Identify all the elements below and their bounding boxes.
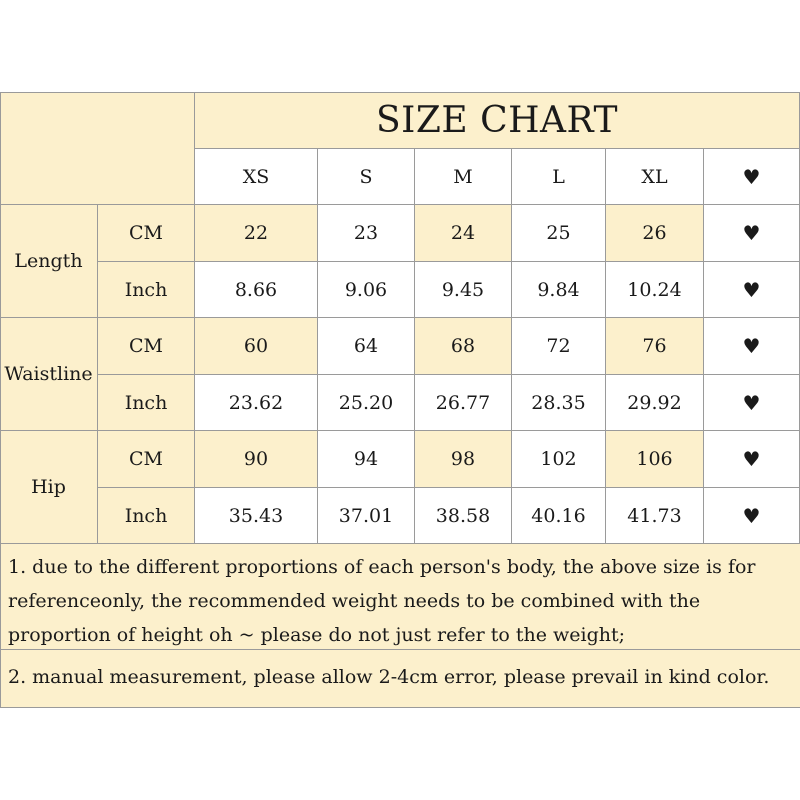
- value-cell: 106: [606, 431, 704, 488]
- note-1: 1. due to the different proportions of each person's body, the above size is for referenceonly, the recommended weight needs to be combined with the proportion of height oh ~ please do not just refer to the weight;: [0, 544, 800, 650]
- chart-title: SIZE CHART: [195, 92, 800, 149]
- note-2: 2. manual measurement, please allow 2-4cm error, please prevail in kind color.: [0, 650, 800, 708]
- unit-label-cm: CM: [98, 318, 195, 375]
- value-cell: 9.06: [318, 262, 415, 318]
- value-cell: 40.16: [512, 488, 606, 544]
- value-cell: 68: [415, 318, 512, 375]
- row-category-length: Length: [0, 205, 98, 318]
- value-cell: 41.73: [606, 488, 704, 544]
- value-cell: 24: [415, 205, 512, 262]
- value-cell: 25: [512, 205, 606, 262]
- row-category-hip: Hip: [0, 431, 98, 544]
- value-cell: 25.20: [318, 375, 415, 431]
- value-cell: 98: [415, 431, 512, 488]
- heart-icon: ♥: [704, 375, 800, 431]
- value-cell: 35.43: [195, 488, 318, 544]
- unit-label-inch: Inch: [98, 488, 195, 544]
- value-cell: 26.77: [415, 375, 512, 431]
- value-cell: 8.66: [195, 262, 318, 318]
- size-header-xs: XS: [195, 149, 318, 205]
- value-cell: 23: [318, 205, 415, 262]
- heart-icon: ♥: [704, 205, 800, 262]
- size-header-m: M: [415, 149, 512, 205]
- size-header-xl: XL: [606, 149, 704, 205]
- size-header-l: L: [512, 149, 606, 205]
- unit-label-inch: Inch: [98, 262, 195, 318]
- value-cell: 72: [512, 318, 606, 375]
- value-cell: 60: [195, 318, 318, 375]
- value-cell: 76: [606, 318, 704, 375]
- heart-icon: ♥: [704, 431, 800, 488]
- value-cell: 38.58: [415, 488, 512, 544]
- size-chart-table: [0, 92, 800, 708]
- value-cell: 22: [195, 205, 318, 262]
- heart-icon: ♥: [704, 262, 800, 318]
- heart-icon: ♥: [704, 318, 800, 375]
- value-cell: 37.01: [318, 488, 415, 544]
- row-category-waistline: Waistline: [0, 318, 98, 431]
- value-cell: 9.84: [512, 262, 606, 318]
- unit-label-cm: CM: [98, 205, 195, 262]
- value-cell: 28.35: [512, 375, 606, 431]
- value-cell: 29.92: [606, 375, 704, 431]
- unit-label-cm: CM: [98, 431, 195, 488]
- value-cell: 26: [606, 205, 704, 262]
- value-cell: 94: [318, 431, 415, 488]
- value-cell: 23.62: [195, 375, 318, 431]
- size-header-s: S: [318, 149, 415, 205]
- corner-cell: [0, 92, 195, 205]
- heart-icon: ♥: [704, 149, 800, 205]
- unit-label-inch: Inch: [98, 375, 195, 431]
- value-cell: 10.24: [606, 262, 704, 318]
- value-cell: 64: [318, 318, 415, 375]
- heart-icon: ♥: [704, 488, 800, 544]
- value-cell: 102: [512, 431, 606, 488]
- value-cell: 9.45: [415, 262, 512, 318]
- value-cell: 90: [195, 431, 318, 488]
